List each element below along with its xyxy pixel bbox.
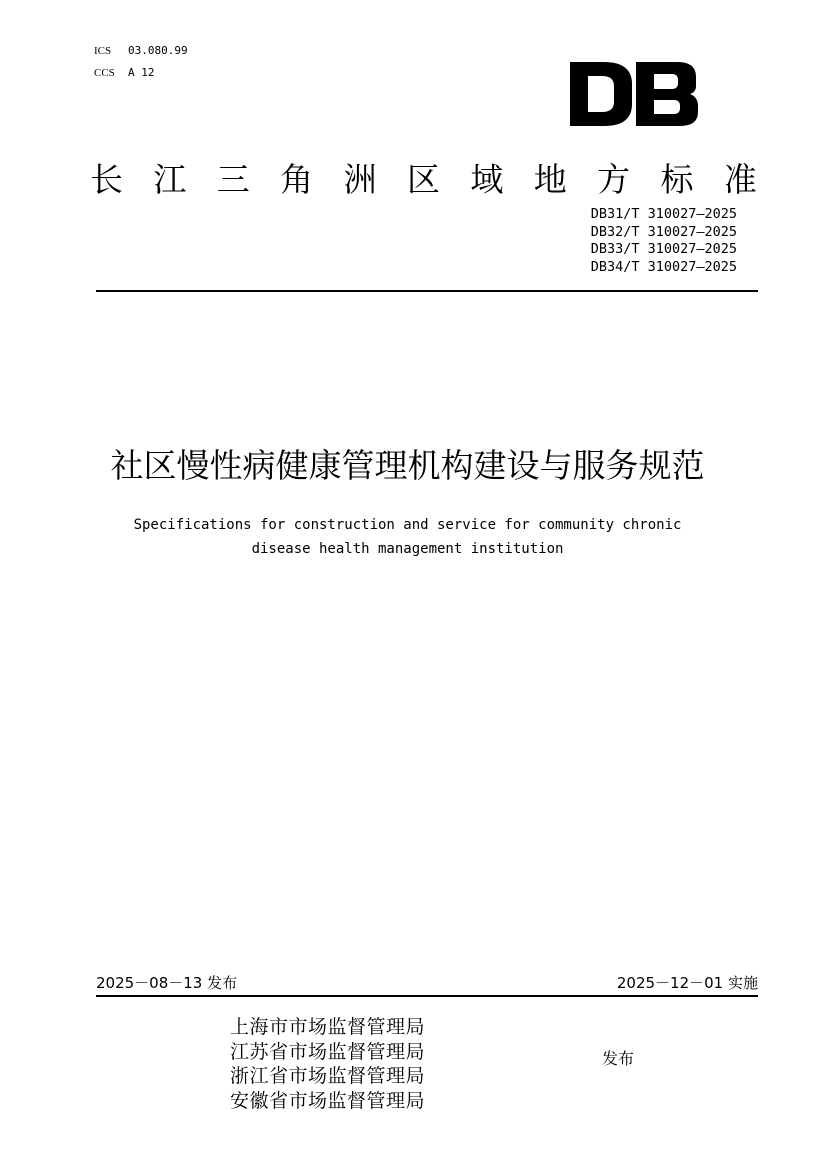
- issue-label: 发布: [602, 1049, 635, 1068]
- publish-date: 2025－08－13 发布: [96, 974, 238, 992]
- standard-type-char: 标: [660, 160, 694, 199]
- ccs-value: A 12: [128, 66, 155, 79]
- title-en-line: disease health management institution: [251, 541, 564, 557]
- standard-type-char: 准: [723, 160, 757, 199]
- standard-type-char: 域: [470, 160, 504, 199]
- issuer: 江苏省市场监督管理局: [230, 1040, 426, 1063]
- standard-code: DB32/T 310027—2025: [590, 223, 737, 240]
- ics-line: [94, 40, 188, 62]
- db-logo-b: [636, 62, 698, 126]
- standard-type-char: 角: [280, 160, 314, 199]
- standard-type-heading: [90, 160, 757, 200]
- db-logo-d: [570, 62, 632, 126]
- document-title-cn: 社区慢性病健康管理机构建设与服务规范: [110, 446, 705, 485]
- ics-label: ICS: [94, 45, 112, 57]
- standard-code: DB33/T 310027—2025: [590, 241, 737, 257]
- issuing-authorities: [230, 1015, 425, 1113]
- standard-type-char: 洲: [343, 160, 377, 199]
- footer-divider: [96, 995, 758, 997]
- issuer: 浙江省市场监督管理局: [230, 1065, 426, 1087]
- standard-type-char: 江: [153, 160, 187, 199]
- classification-block: [94, 40, 188, 84]
- standard-type-char: 地: [533, 160, 567, 199]
- standard-codes: [591, 206, 737, 276]
- standard-type-char: 三: [216, 160, 250, 199]
- title-en-line: Specifications for construction and service for community chronic: [133, 517, 682, 533]
- ccs-label: CCS: [94, 67, 115, 79]
- ccs-line: [94, 62, 188, 84]
- standard-code: DB34/T 310027—2025: [590, 258, 737, 275]
- header-divider: [96, 290, 758, 292]
- standard-type-char: 长: [90, 160, 123, 199]
- standard-code: DB31/T 310027—2025: [590, 206, 737, 222]
- implement-date: 2025－12－01 实施: [616, 974, 758, 992]
- issuer: 上海市市场监督管理局: [230, 1016, 426, 1038]
- document-title-en: [0, 513, 815, 561]
- ics-value: 03.080.99: [128, 44, 188, 57]
- db-logo: [570, 62, 698, 126]
- standard-type-char: 区: [406, 160, 440, 199]
- standard-type-char: 方: [597, 160, 631, 199]
- issuer: 安徽省市场监督管理局: [230, 1089, 426, 1112]
